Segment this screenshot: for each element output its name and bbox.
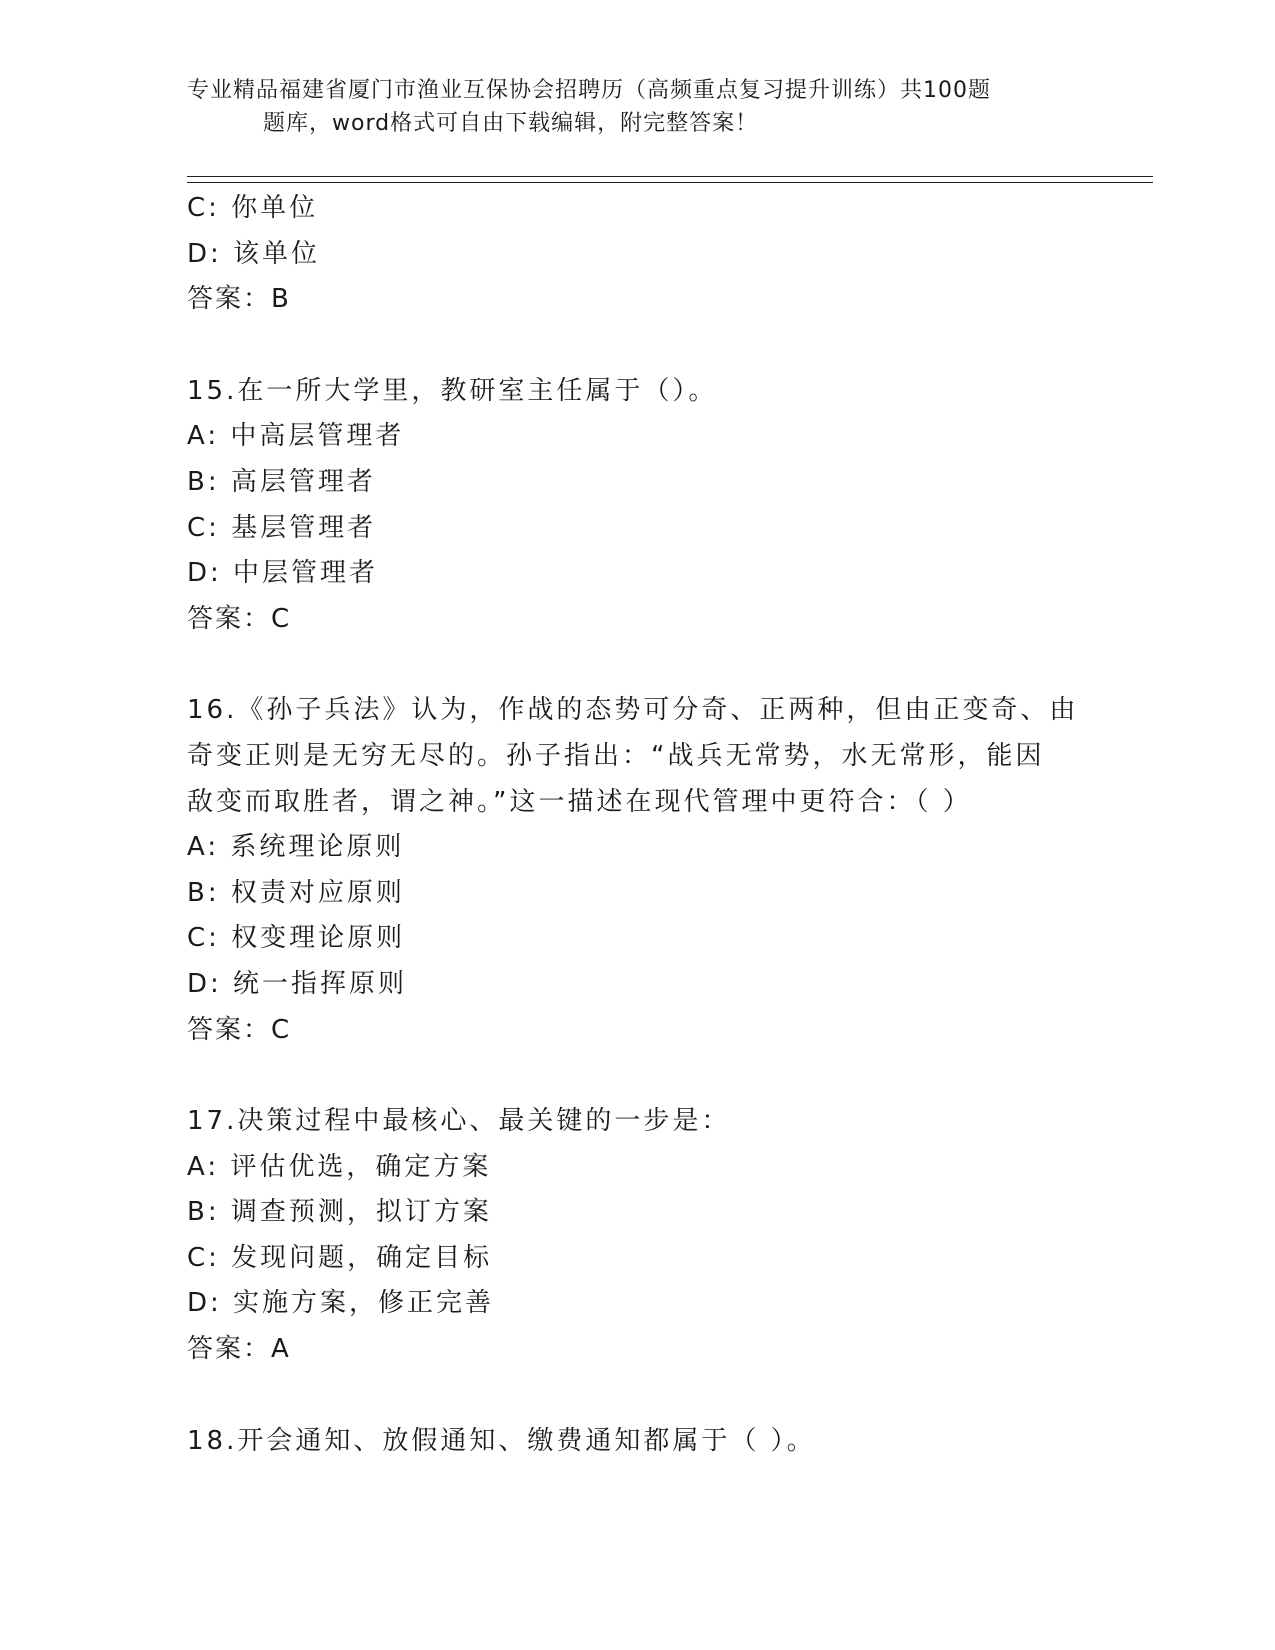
document-header	[187, 74, 1067, 140]
question-15-option-b: B: 高层管理者	[187, 466, 376, 497]
question-15-answer: 答案：C	[187, 603, 292, 634]
question-15-stem: 15.在一所大学里，教研室主任属于（）。	[187, 375, 718, 406]
spacer	[187, 1373, 1087, 1419]
header-title-line-1: 专业精品福建省厦门市渔业互保协会招聘历（高频重点复习提升训练）共100题	[187, 78, 991, 103]
question-18-stem: 18.开会通知、放假通知、缴费通知都属于（ ）。	[187, 1425, 816, 1456]
option-d: D: 该单位	[187, 238, 321, 269]
question-16-option-c: C: 权变理论原则	[187, 923, 406, 954]
header-rule-bottom	[187, 182, 1153, 183]
question-16-option-b: B: 权责对应原则	[187, 877, 405, 908]
spacer	[187, 1053, 1087, 1099]
question-17-option-d: D: 实施方案，修正完善	[187, 1288, 495, 1319]
question-17-answer: 答案：A	[187, 1334, 291, 1365]
question-17-option-a: A: 评估优选，确定方案	[187, 1151, 492, 1182]
question-16-stem-line-1: 16.《孙子兵法》认为，作战的态势可分奇、正两种，但由正变奇、由	[187, 695, 1079, 726]
question-17-option-c: C: 发现问题，确定目标	[187, 1242, 493, 1273]
question-16-stem-line-2: 奇变正则是无穷无尽的。孙子指出：“战兵无常势，水无常形，能因	[187, 740, 1045, 771]
answer-line: 答案：B	[187, 284, 291, 315]
question-17-stem: 17.决策过程中最核心、最关键的一步是：	[187, 1106, 731, 1137]
question-16-answer: 答案：C	[187, 1014, 292, 1045]
question-15-option-c: C: 基层管理者	[187, 512, 377, 543]
question-17-option-b: B: 调查预测，拟订方案	[187, 1197, 492, 1228]
spacer	[187, 642, 1087, 688]
question-16-option-a: A: 系统理论原则	[187, 832, 405, 863]
question-16-stem-line-3: 敌变而取胜者，谓之神。”这一描述在现代管理中更符合：（ ）	[187, 786, 972, 817]
question-content	[187, 186, 1087, 1464]
question-15-option-a: A: 中高层管理者	[187, 421, 405, 452]
option-c: C: 你单位	[187, 193, 319, 223]
question-15-option-d: D: 中层管理者	[187, 558, 379, 589]
question-16-option-d: D: 统一指挥原则	[187, 968, 408, 999]
header-title-line-2: 题库，word格式可自由下载编辑，附完整答案！	[263, 111, 759, 136]
spacer	[187, 323, 1087, 369]
header-rule-top	[187, 176, 1153, 177]
